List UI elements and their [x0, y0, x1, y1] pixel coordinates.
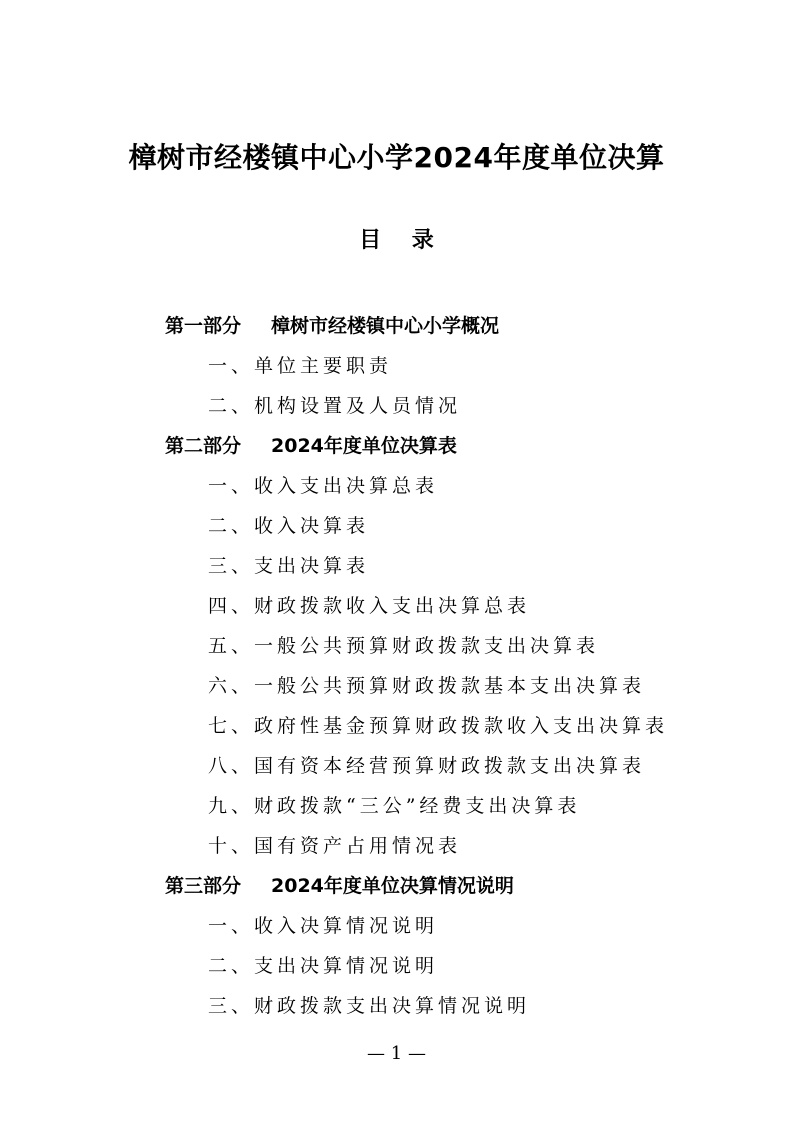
toc-item[interactable]: 二、机构设置及人员情况	[208, 395, 462, 417]
page-number: — 1 —	[367, 1043, 426, 1064]
part-name: 2024年度单位决算情况说明	[271, 875, 514, 897]
part-name: 樟树市经楼镇中心小学概况	[271, 315, 500, 337]
toc-item[interactable]: 五、一般公共预算财政拨款支出决算表	[208, 635, 600, 657]
toc-item[interactable]: 二、支出决算情况说明	[208, 955, 439, 977]
part-label: 第二部分	[165, 435, 242, 457]
toc-item[interactable]: 一、单位主要职责	[208, 355, 393, 377]
toc-part-2[interactable]	[0, 426, 793, 466]
table-of-contents	[0, 306, 793, 1026]
toc-item[interactable]: 一、收入决算情况说明	[208, 915, 439, 937]
toc-item[interactable]: 七、政府性基金预算财政拨款收入支出决算表	[208, 715, 669, 737]
toc-part-3[interactable]	[0, 866, 793, 906]
toc-item[interactable]: 六、一般公共预算财政拨款基本支出决算表	[208, 675, 646, 697]
toc-item[interactable]: 二、收入决算表	[208, 515, 370, 537]
toc-item[interactable]: 一、收入支出决算总表	[208, 475, 439, 497]
toc-item[interactable]: 十、国有资产占用情况表	[208, 835, 462, 857]
toc-item[interactable]: 三、支出决算表	[208, 555, 370, 577]
part-name: 2024年度单位决算表	[271, 435, 457, 457]
part-label: 第一部分	[165, 315, 242, 337]
part-label: 第三部分	[165, 875, 242, 897]
toc-part-1[interactable]	[0, 306, 793, 346]
toc-item[interactable]: 九、财政拨款“三公”经费支出决算表	[208, 795, 581, 817]
toc-item[interactable]: 八、国有资本经营预算财政拨款支出决算表	[208, 755, 646, 777]
document-title: 樟树市经楼镇中心小学2024年度单位决算	[128, 141, 665, 174]
toc-item[interactable]: 四、财政拨款收入支出决算总表	[208, 595, 531, 617]
toc-heading: 目 录	[359, 228, 434, 253]
toc-item[interactable]: 三、财政拨款支出决算情况说明	[208, 995, 531, 1017]
